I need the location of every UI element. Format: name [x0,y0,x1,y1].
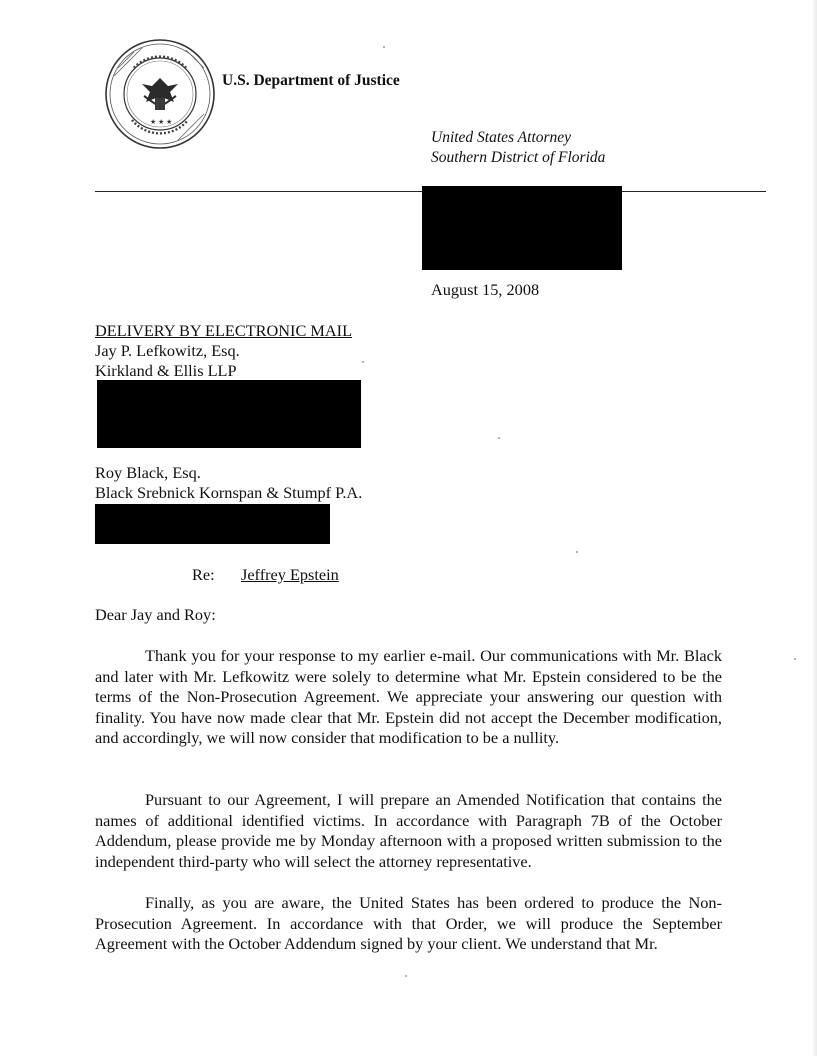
scan-speck [498,437,500,439]
redaction-box-header [422,186,622,270]
scan-speck [405,975,407,977]
letter-date: August 15, 2008 [431,280,540,299]
scan-speck [794,658,796,660]
recipient-firm: Kirkland & Ellis LLP [95,361,237,380]
re-label: Re: [192,565,215,584]
office-block [431,128,605,168]
re-subject: Jeffrey Epstein [241,565,339,584]
scan-speck [362,361,364,363]
salutation: Dear Jay and Roy: [95,605,216,624]
body-paragraph: Thank you for your response to my earlier e-mail. Our communications with Mr. Black and later with Mr. Lefkowitz were solely to determine what Mr. Epstein considered to be the terms of the Non-Prosecution Agreement. We appreciate your answering our question with finality. You have now made clear that Mr. Epstein did not accept the December modification, and accordingly, we will now consider that modification to be a nullity. [95,646,722,747]
redaction-box-address-1 [97,380,361,448]
department-name: U.S. Department of Justice [222,72,400,89]
scan-edge [812,0,817,1056]
svg-text:★ ★ ★: ★ ★ ★ [150,118,173,126]
body-paragraph: Pursuant to our Agreement, I will prepare an Amended Notification that contains the names of additional identified victims. In accordance with Paragraph 7B of the October Addendum, please provide me by Monday afternoon with a proposed written submission to the independent third-party who will select the attorney representative. [95,790,722,871]
recipient-firm: Black Srebnick Kornspan & Stumpf P.A. [95,483,363,502]
letterhead-rule-left [95,191,422,192]
scan-speck [383,46,385,48]
recipient-block-2 [95,463,362,503]
office-title: United States Attorney [431,129,572,146]
doj-seal-icon [104,38,216,150]
recipient-name: Roy Black, Esq. [95,463,201,482]
scan-speck [576,551,578,553]
redaction-box-address-2 [95,504,330,544]
recipient-name: Jay P. Lefkowitz, Esq. [95,341,240,360]
letterhead-rule-right [622,191,766,192]
body-paragraph: Finally, as you are aware, the United States has been ordered to produce the Non-Prosecution Agreement. In accordance with that Order, we will produce the September Agreement with the October Addendum signed by your client. We understand that Mr. [95,893,722,953]
delivery-method: DELIVERY BY ELECTRONIC MAIL [95,321,353,340]
recipient-block-1 [95,321,352,381]
office-district: Southern District of Florida [431,149,606,166]
